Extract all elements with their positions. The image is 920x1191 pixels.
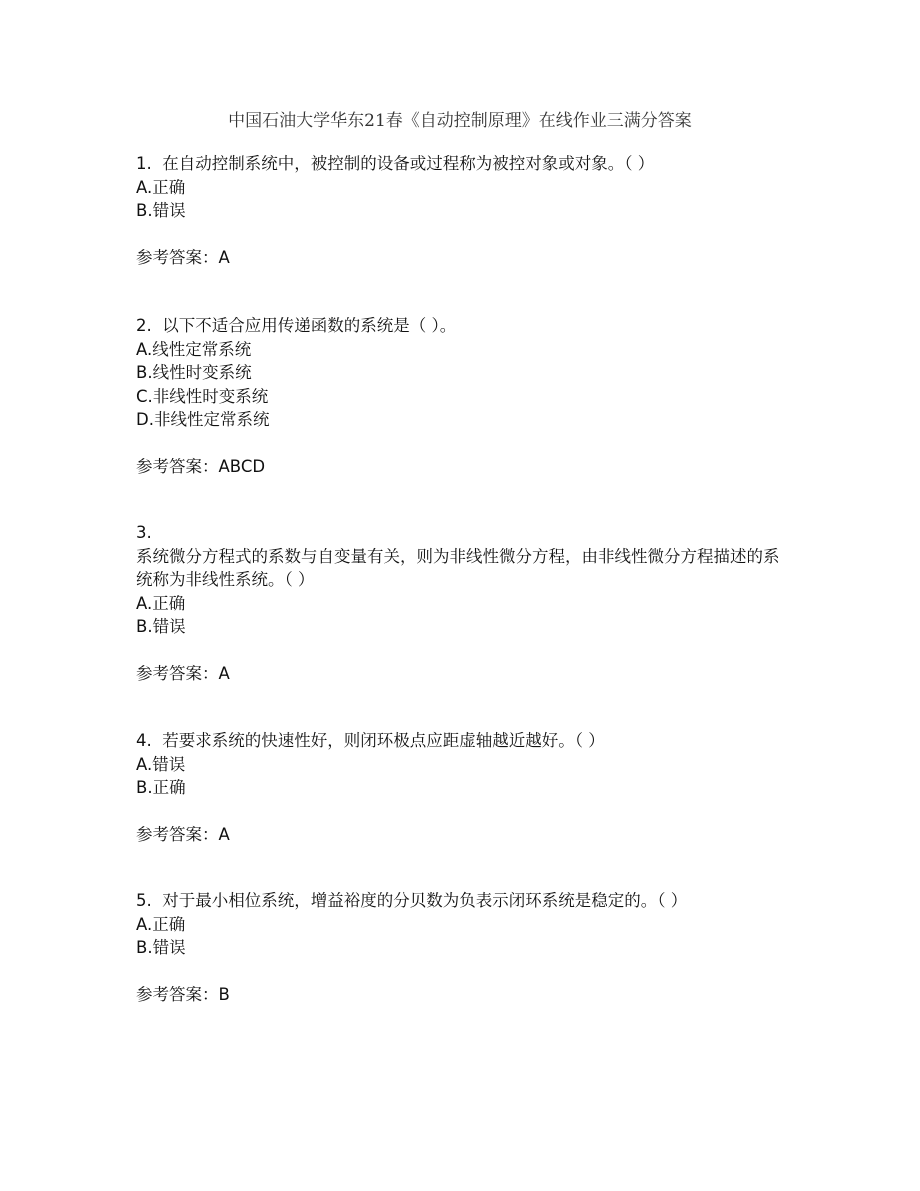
answer [136,246,796,270]
question-number: 3. [136,523,152,542]
answer-value: A [218,663,230,683]
option: A.正确 [136,593,186,613]
question-stem: 系统微分方程式的系数与自变量有关，则为非线性微分方程，由非线性微分方程描述的系统称为非线性系统。（ ） [136,546,780,589]
question-stem: 在自动控制系统中，被控制的设备或过程称为被控对象或对象。（ ） [162,154,655,173]
option: B.正确 [136,778,186,797]
question-text [136,152,796,176]
answer-label: 参考答案： [136,663,219,683]
answer-value: A [218,824,230,844]
question-4 [136,729,796,846]
answer-value: ABCD [218,456,266,476]
answer [136,823,796,847]
question-stem: 以下不适合应用传递函数的系统是（ ）。 [162,316,457,335]
option: B.线性时变系统 [136,363,252,382]
question-5 [136,889,796,1006]
option: B.错误 [136,938,186,957]
document-title: 中国石油大学华东21春《自动控制原理》在线作业三满分答案 [228,111,692,131]
question-stem: 若要求系统的快速性好，则闭环极点应距虚轴越近越好。（ ） [162,731,605,750]
answer [136,455,796,479]
option: A.错误 [136,754,186,774]
option: D.非线性定常系统 [136,410,270,429]
answer-label: 参考答案： [136,984,219,1004]
answer-value: B [218,984,230,1004]
answer-label: 参考答案： [136,824,219,844]
question-1 [136,152,796,269]
option: A.正确 [136,177,186,197]
question-number: 1. [136,154,152,173]
option: B.错误 [136,617,186,636]
answer [136,662,791,686]
question-number: 2. [136,316,152,335]
question-number: 5. [136,891,152,910]
question-number: 4. [136,731,152,750]
option: C.非线性时变系统 [136,386,269,406]
answer-value: A [218,247,230,267]
answer-label: 参考答案： [136,247,219,267]
question-2 [136,314,796,478]
option: B.错误 [136,201,186,220]
answer [136,983,796,1007]
question-text [136,889,796,913]
question-3 [136,521,791,685]
option: A.线性定常系统 [136,339,252,359]
answer-label: 参考答案： [136,456,219,476]
option: A.正确 [136,914,186,934]
question-stem: 对于最小相位系统，增益裕度的分贝数为负表示闭环系统是稳定的。（ ） [162,891,688,910]
question-text [136,729,796,753]
question-text [136,314,796,338]
